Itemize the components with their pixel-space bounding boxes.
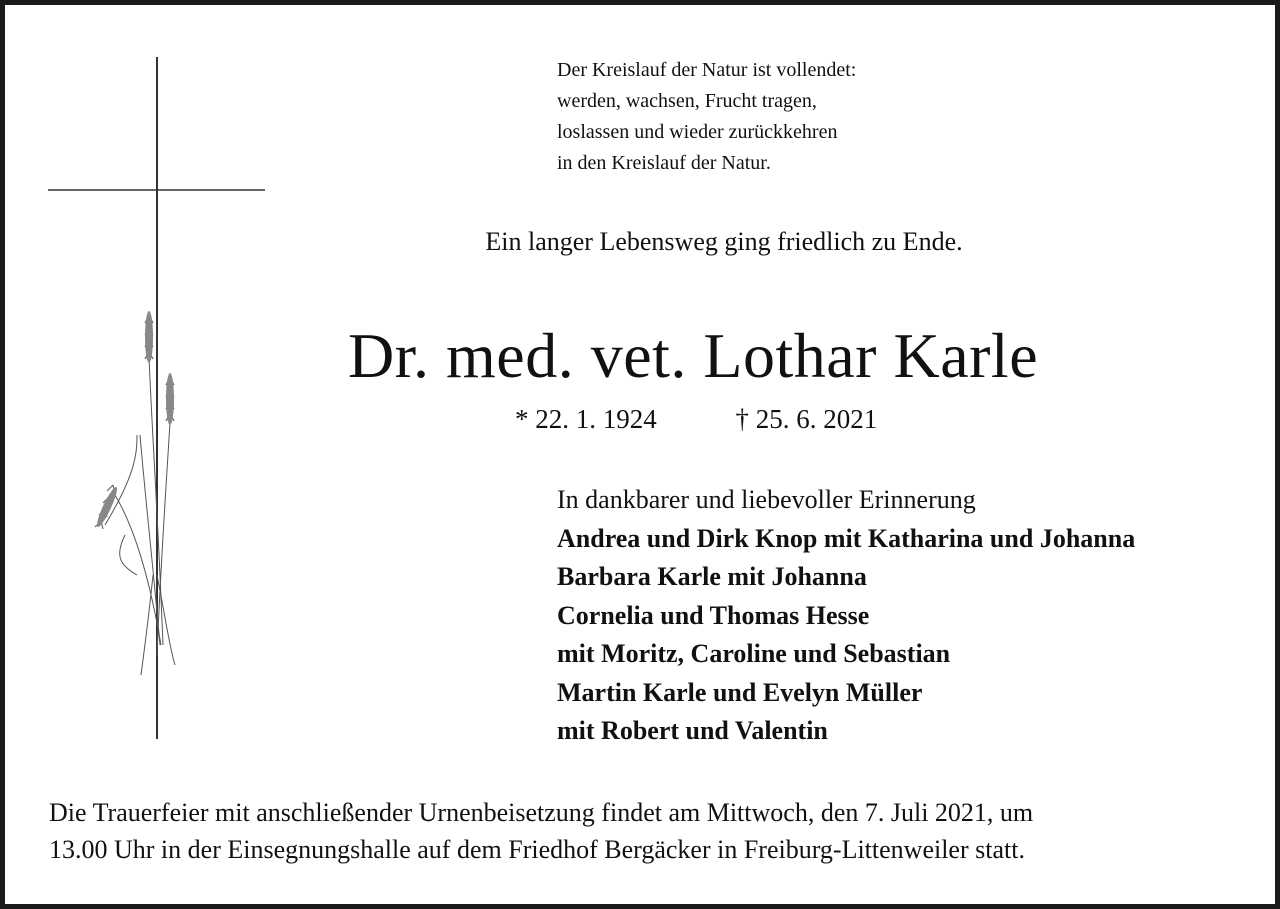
notice-line: 13.00 Uhr in der Einsegnungshalle auf dem Friedhof Bergäcker in Freiburg-Littenweiler statt.: [49, 835, 1025, 864]
mourner-family: Martin Karle und Evelyn Müller: [557, 677, 923, 707]
death-date: † 25. 6. 2021: [735, 404, 878, 434]
poem: [557, 55, 856, 179]
birth-date: * 22. 1. 1924: [515, 404, 657, 434]
life-dates: [515, 401, 877, 437]
mourner-family: mit Robert und Valentin: [557, 716, 828, 745]
mourners-list: [557, 481, 1135, 751]
cross-with-wheat-icon: [45, 55, 270, 745]
poem-line: werden, wachsen, Frucht tragen,: [557, 90, 817, 112]
poem-line: in den Kreislauf der Natur.: [557, 152, 771, 174]
mourner-family: Barbara Karle mit Johanna: [557, 562, 867, 591]
mourners-lead: In dankbarer und liebevoller Erinnerung: [557, 485, 976, 514]
poem-line: Der Kreislauf der Natur ist vollendet:: [557, 59, 857, 81]
intro-text: Ein langer Lebensweg ging friedlich zu Ende.: [485, 227, 963, 256]
poem-line: loslassen und wieder zurückkehren: [557, 121, 838, 143]
mourner-family: Cornelia und Thomas Hesse: [557, 600, 870, 630]
mourner-family: Andrea und Dirk Knop mit Katharina und Johanna: [557, 523, 1136, 553]
mourner-family: mit Moritz, Caroline und Sebastian: [557, 639, 951, 668]
deceased-name: Dr. med. vet. Lothar Karle: [348, 320, 1039, 391]
notice-line: Die Trauerfeier mit anschließender Urnenbeisetzung findet am Mittwoch, den 7. Juli 2021, um: [49, 798, 1034, 827]
funeral-notice: [49, 794, 1033, 868]
